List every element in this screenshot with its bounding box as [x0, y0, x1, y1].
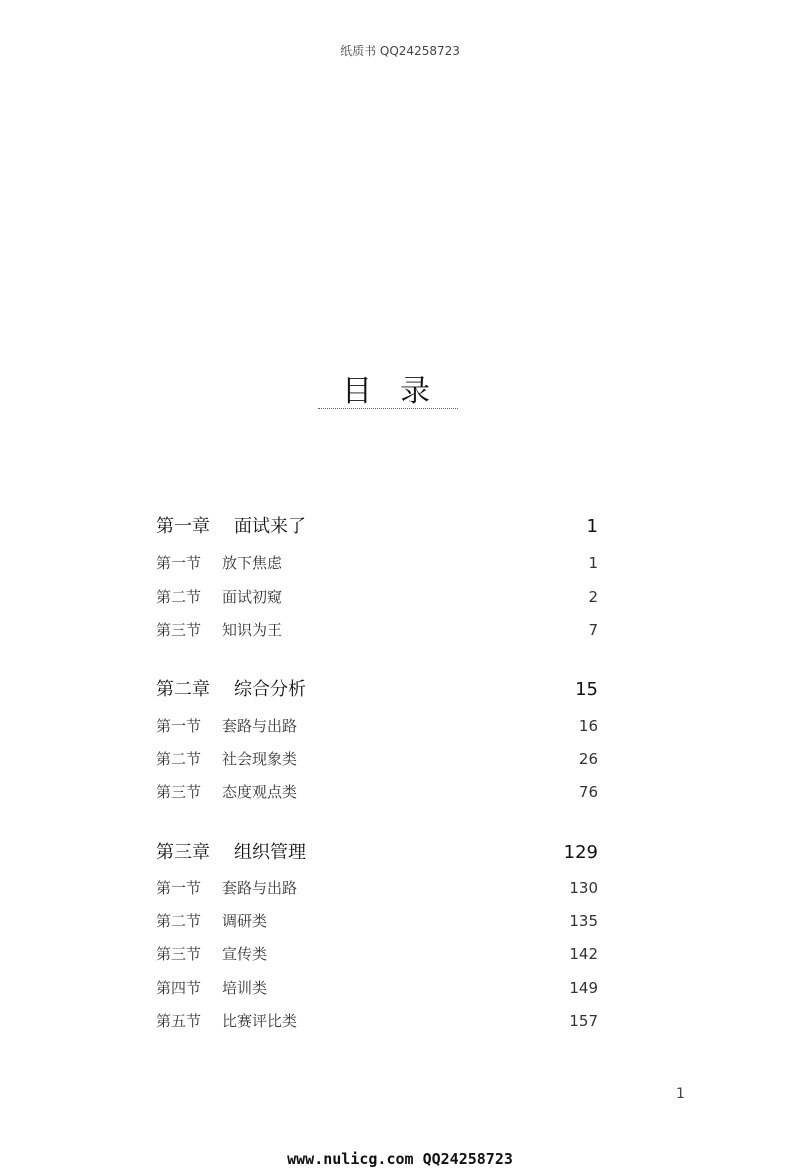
chapter-page: 15: [575, 679, 598, 700]
toc-section[interactable]: [156, 715, 598, 736]
section-title: 知识为王: [222, 621, 283, 639]
section-title: 态度观点类: [222, 783, 298, 801]
toc-section[interactable]: [156, 781, 598, 802]
section-number: 第二节: [156, 588, 202, 606]
toc-section[interactable]: [156, 619, 598, 640]
section-page: 1: [588, 554, 598, 572]
toc-section[interactable]: [156, 552, 598, 573]
section-title: 培训类: [222, 979, 268, 997]
toc-section[interactable]: [156, 586, 598, 607]
section-page: 7: [588, 621, 598, 639]
section-number: 第一节: [156, 879, 202, 897]
section-number: 第一节: [156, 554, 202, 572]
section-page: 135: [569, 912, 598, 930]
section-title: 比赛评比类: [222, 1012, 298, 1030]
chapter-page: 129: [563, 842, 598, 863]
chapter-title: 面试来了: [234, 516, 306, 537]
section-title: 社会现象类: [222, 750, 298, 768]
section-page: 157: [569, 1012, 598, 1030]
section-page: 2: [588, 588, 598, 606]
section-page: 16: [578, 717, 598, 735]
page-header: 纸质书 QQ24258723: [340, 44, 460, 58]
toc-section[interactable]: [156, 1010, 598, 1031]
section-number: 第二节: [156, 750, 202, 768]
toc-chapter-2[interactable]: [156, 675, 598, 701]
section-number: 第二节: [156, 912, 202, 930]
page-footer: www.nulicg.com QQ24258723: [287, 1150, 513, 1168]
chapter-number: 第二章: [156, 679, 210, 700]
toc-chapter-3[interactable]: [156, 838, 598, 864]
section-number: 第三节: [156, 621, 202, 639]
section-page: 26: [578, 750, 598, 768]
section-number: 第三节: [156, 945, 202, 963]
toc-chapter-1[interactable]: [156, 512, 598, 538]
toc-section[interactable]: [156, 943, 598, 964]
toc-section[interactable]: [156, 977, 598, 998]
chapter-number: 第一章: [156, 516, 210, 537]
section-page: 76: [578, 783, 598, 801]
section-title: 调研类: [222, 912, 268, 930]
section-title: 宣传类: [222, 945, 268, 963]
section-title: 套路与出路: [222, 717, 298, 735]
chapter-title: 组织管理: [234, 842, 306, 863]
page-number: 1: [676, 1086, 685, 1102]
section-title: 放下焦虑: [222, 554, 283, 572]
section-page: 142: [569, 945, 598, 963]
section-page: 149: [569, 979, 598, 997]
chapter-number: 第三章: [156, 842, 210, 863]
section-number: 第四节: [156, 979, 202, 997]
section-title: 套路与出路: [222, 879, 298, 897]
toc-section[interactable]: [156, 748, 598, 769]
chapter-title: 综合分析: [234, 679, 306, 700]
section-number: 第五节: [156, 1012, 202, 1030]
title-dotted-rule: [318, 408, 458, 409]
section-page: 130: [569, 879, 598, 897]
toc-section[interactable]: [156, 877, 598, 898]
toc-title: 目录: [342, 374, 458, 409]
section-number: 第三节: [156, 783, 202, 801]
chapter-page: 1: [586, 516, 598, 537]
toc-section[interactable]: [156, 910, 598, 931]
section-title: 面试初窥: [222, 588, 283, 606]
section-number: 第一节: [156, 717, 202, 735]
